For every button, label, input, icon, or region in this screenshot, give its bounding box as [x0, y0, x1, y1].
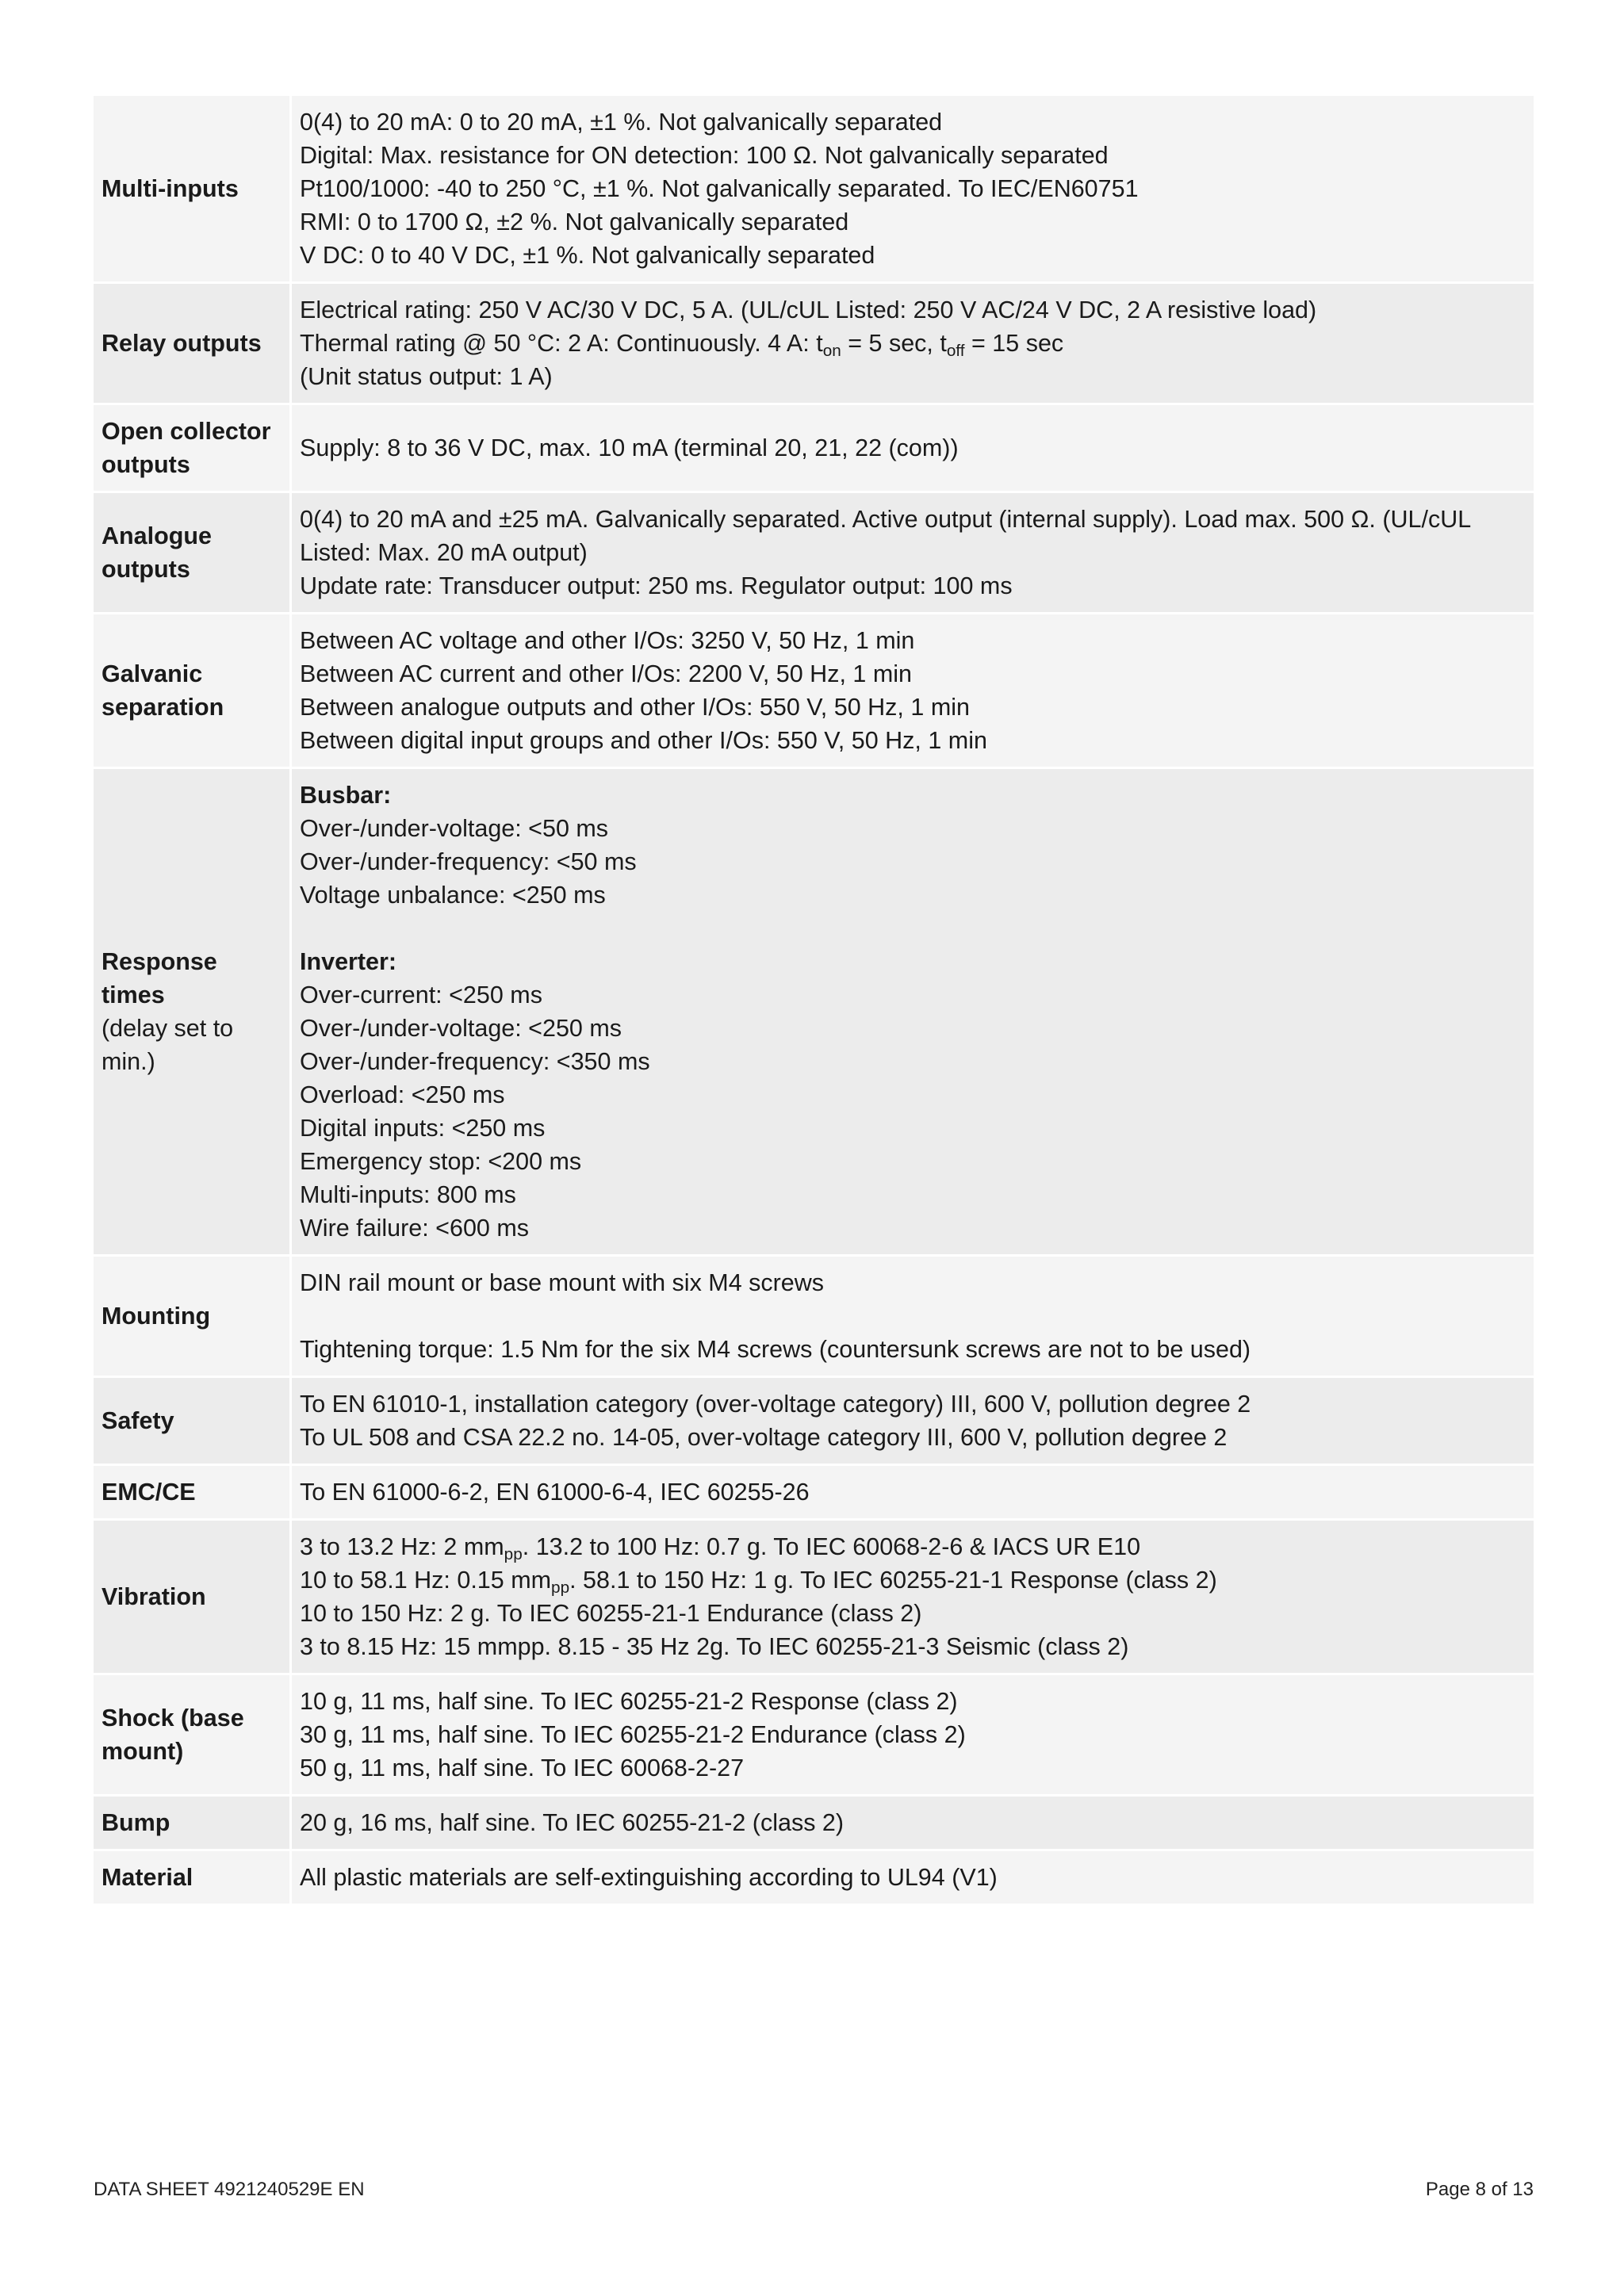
- spec-value-line: Digital inputs: <250 ms: [300, 1115, 546, 1142]
- spec-row: [94, 284, 1534, 403]
- spec-value-line: Over-/under-voltage: <50 ms: [300, 815, 609, 842]
- spec-value-line: 20 g, 16 ms, half sine. To IEC 60255-21-2 (class 2): [300, 1809, 845, 1836]
- spec-label: Open collector outputs: [102, 418, 271, 478]
- spec-value-text: 10 to 58.1 Hz: 0.15 mm: [300, 1567, 552, 1594]
- footer-page-number: Page 8 of 13: [1425, 2179, 1534, 2200]
- spec-value-line: 10 g, 11 ms, half sine. To IEC 60255-21-2 Response (class 2): [300, 1688, 958, 1715]
- spec-value-line: Between AC current and other I/Os: 2200 V, 50 Hz, 1 min: [300, 660, 912, 687]
- spec-value-cell: [292, 1257, 1534, 1376]
- spec-value-cell: [292, 284, 1534, 403]
- spec-group-heading: Busbar:: [300, 782, 392, 809]
- spec-label-note: (delay set to min.): [102, 1015, 234, 1075]
- spec-row: [94, 405, 1534, 491]
- spec-value-subscript: off: [946, 342, 965, 361]
- spec-value-line: [300, 1563, 1526, 1597]
- spec-spacer-line: [300, 912, 1526, 945]
- spec-value-subscript: pp: [504, 1545, 523, 1564]
- spec-value-line: To EN 61000-6-2, EN 61000-6-4, IEC 60255-26: [300, 1479, 810, 1506]
- spec-value-subscript: pp: [551, 1578, 570, 1598]
- spec-value-line: Listed: Max. 20 mA output): [300, 539, 588, 566]
- spec-value-text: Thermal rating @ 50 °C: 2 A: Continuously. 4 A: t: [300, 330, 823, 357]
- spec-value-line: Tightening torque: 1.5 Nm for the six M4 screws (countersunk screws are not to be used): [300, 1336, 1251, 1363]
- spec-row: [94, 1378, 1534, 1464]
- spec-value-line: Between digital input groups and other I/Os: 550 V, 50 Hz, 1 min: [300, 727, 987, 754]
- spec-label: Multi-inputs: [102, 175, 239, 202]
- spec-label: Mounting: [102, 1303, 211, 1330]
- spec-value-line: Voltage unbalance: <250 ms: [300, 882, 606, 909]
- spec-value-line: All plastic materials are self-extinguishing according to UL94 (V1): [300, 1864, 998, 1891]
- spec-value-cell: [292, 1466, 1534, 1518]
- spec-label: Galvanic separation: [102, 660, 224, 721]
- spec-label-cell: [94, 1466, 292, 1518]
- spec-value-line: Multi-inputs: 800 ms: [300, 1181, 516, 1208]
- spec-label-cell: [94, 769, 292, 1254]
- spec-row: [94, 1466, 1534, 1518]
- spec-value-text: . 13.2 to 100 Hz: 0.7 g. To IEC 60068-2-6 & IACS UR E10: [522, 1533, 1141, 1560]
- spec-value-line: 0(4) to 20 mA and ±25 mA. Galvanically separated. Active output (internal supply). Load max. 500 Ω. (UL/cUL: [300, 506, 1472, 533]
- spec-row: [94, 1257, 1534, 1376]
- spec-value-line: (Unit status output: 1 A): [300, 363, 553, 390]
- spec-label-cell: [94, 284, 292, 403]
- spec-label-cell: [94, 1797, 292, 1849]
- spec-value-text: 3 to 13.2 Hz: 2 mm: [300, 1533, 504, 1560]
- specification-table-body: [94, 96, 1534, 1904]
- spec-label: Relay outputs: [102, 330, 262, 357]
- spec-group-heading: Inverter:: [300, 948, 397, 975]
- spec-label-cell: [94, 1851, 292, 1904]
- spec-value-line: DIN rail mount or base mount with six M4 screws: [300, 1269, 825, 1296]
- spec-label-cell: [94, 405, 292, 491]
- spec-value-line: [300, 327, 1526, 360]
- spec-label: Vibration: [102, 1583, 206, 1610]
- spec-value-line: Overload: <250 ms: [300, 1081, 505, 1108]
- spec-label-cell: [94, 1521, 292, 1673]
- spec-value-line: V DC: 0 to 40 V DC, ±1 %. Not galvanically separated: [300, 242, 875, 269]
- spec-row: [94, 614, 1534, 767]
- spec-value-line: Pt100/1000: -40 to 250 °C, ±1 %. Not galvanically separated. To IEC/EN60751: [300, 175, 1139, 202]
- spec-row: [94, 1851, 1534, 1904]
- spec-value-cell: [292, 1675, 1534, 1794]
- spec-value-line: Digital: Max. resistance for ON detection: 100 Ω. Not galvanically separated: [300, 142, 1109, 169]
- spec-label: Shock (base mount): [102, 1705, 244, 1765]
- spec-label-cell: [94, 1257, 292, 1376]
- spec-value-line: Electrical rating: 250 V AC/30 V DC, 5 A. (UL/cUL Listed: 250 V AC/24 V DC, 2 A resistive load): [300, 297, 1317, 323]
- spec-value-line: Between AC voltage and other I/Os: 3250 V, 50 Hz, 1 min: [300, 627, 915, 654]
- spec-spacer-line: [300, 1299, 1526, 1333]
- spec-label: EMC/CE: [102, 1479, 196, 1506]
- spec-value-line: 10 to 150 Hz: 2 g. To IEC 60255-21-1 Endurance (class 2): [300, 1600, 922, 1627]
- spec-value-cell: [292, 493, 1534, 612]
- spec-value-line: Emergency stop: <200 ms: [300, 1148, 582, 1175]
- spec-value-line: Over-/under-voltage: <250 ms: [300, 1015, 622, 1042]
- spec-value-cell: [292, 1521, 1534, 1673]
- spec-label-cell: [94, 96, 292, 281]
- spec-value-line: 50 g, 11 ms, half sine. To IEC 60068-2-27: [300, 1755, 745, 1781]
- spec-label: Analogue outputs: [102, 522, 212, 583]
- spec-value-cell: [292, 1797, 1534, 1849]
- spec-row: [94, 1521, 1534, 1673]
- spec-value-cell: [292, 96, 1534, 281]
- spec-row: [94, 769, 1534, 1254]
- spec-value-line: Over-current: <250 ms: [300, 982, 542, 1008]
- spec-value-subscript: on: [822, 342, 841, 361]
- spec-label-cell: [94, 493, 292, 612]
- spec-value-line: 0(4) to 20 mA: 0 to 20 mA, ±1 %. Not galvanically separated: [300, 109, 943, 136]
- spec-label-cell: [94, 1378, 292, 1464]
- spec-label-cell: [94, 614, 292, 767]
- spec-label: Safety: [102, 1407, 174, 1434]
- spec-value-line: Between analogue outputs and other I/Os: 550 V, 50 Hz, 1 min: [300, 694, 970, 721]
- spec-value-line: Update rate: Transducer output: 250 ms. Regulator output: 100 ms: [300, 572, 1013, 599]
- spec-value-text: . 58.1 to 150 Hz: 1 g. To IEC 60255-21-1 Response (class 2): [569, 1567, 1217, 1594]
- spec-value-cell: [292, 1378, 1534, 1464]
- spec-row: [94, 1675, 1534, 1794]
- spec-value-line: To UL 508 and CSA 22.2 no. 14-05, over-voltage category III, 600 V, pollution degree 2: [300, 1424, 1228, 1451]
- spec-row: [94, 493, 1534, 612]
- spec-label-cell: [94, 1675, 292, 1794]
- spec-value-line: [300, 1530, 1526, 1563]
- spec-value-text: = 15 sec: [964, 330, 1064, 357]
- spec-row: [94, 96, 1534, 281]
- spec-value-cell: [292, 769, 1534, 1254]
- spec-value-line: 30 g, 11 ms, half sine. To IEC 60255-21-2 Endurance (class 2): [300, 1721, 966, 1748]
- spec-value-line: To EN 61010-1, installation category (over-voltage category) III, 600 V, pollution degree 2: [300, 1391, 1251, 1418]
- spec-row: [94, 1797, 1534, 1849]
- spec-label: Material: [102, 1864, 193, 1891]
- footer-document-id: DATA SHEET 4921240529E EN: [94, 2179, 365, 2200]
- spec-value-cell: [292, 614, 1534, 767]
- spec-value-text: = 5 sec, t: [841, 330, 947, 357]
- spec-value-line: Over-/under-frequency: <350 ms: [300, 1048, 650, 1075]
- spec-label: Response times: [102, 948, 217, 1008]
- spec-value-line: RMI: 0 to 1700 Ω, ±2 %. Not galvanically separated: [300, 209, 849, 235]
- spec-value-line: Over-/under-frequency: <50 ms: [300, 848, 637, 875]
- specification-table: [94, 94, 1534, 1906]
- spec-value-line: 3 to 8.15 Hz: 15 mmpp. 8.15 - 35 Hz 2g. To IEC 60255-21-3 Seismic (class 2): [300, 1633, 1129, 1660]
- spec-value-cell: [292, 1851, 1534, 1904]
- spec-value-line: Supply: 8 to 36 V DC, max. 10 mA (terminal 20, 21, 22 (com)): [300, 434, 959, 461]
- spec-value-cell: [292, 405, 1534, 491]
- spec-label: Bump: [102, 1809, 170, 1836]
- spec-value-line: Wire failure: <600 ms: [300, 1215, 530, 1242]
